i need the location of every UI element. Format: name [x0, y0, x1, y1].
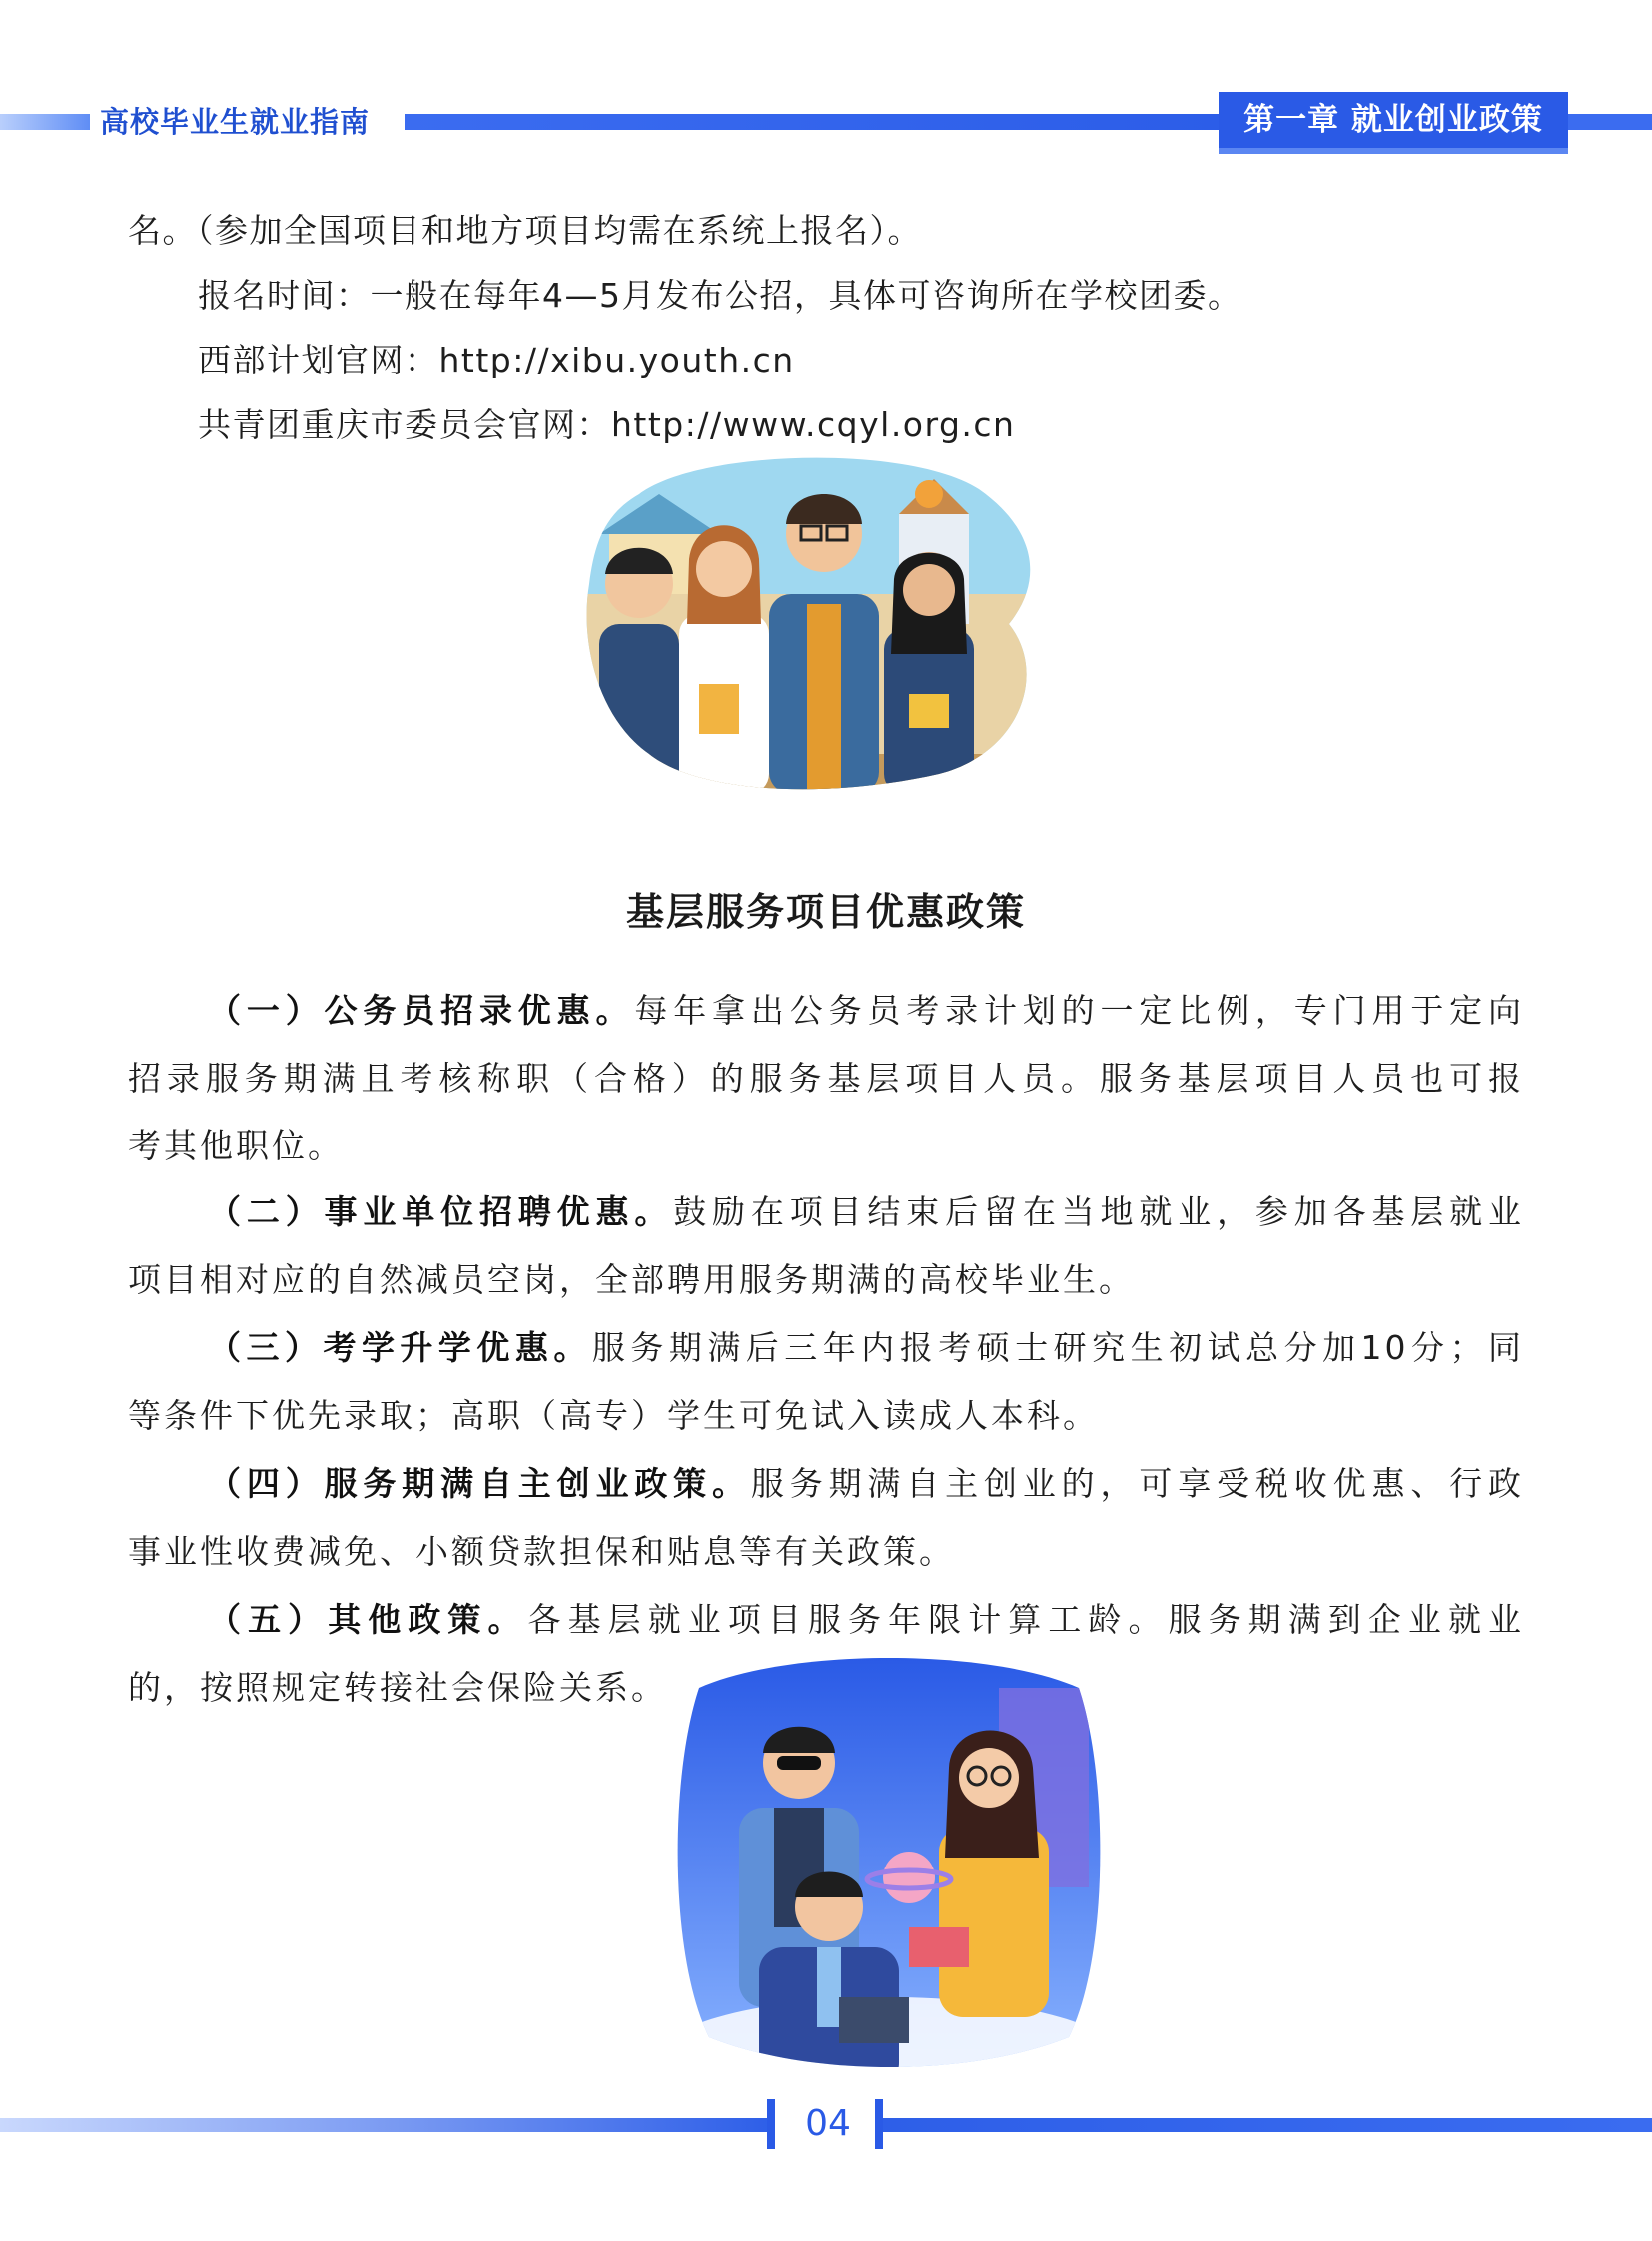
footer-accent-bar-left — [0, 2118, 769, 2132]
students-group-illustration — [579, 454, 1039, 794]
policy-5-line-2: 的，按照规定转接社会保险关系。 — [128, 1668, 667, 1707]
policy-4-text: 服务期满自主创业的，可享受税收优惠、行政 — [750, 1464, 1525, 1503]
policy-4-line-1 — [128, 1460, 1524, 1508]
intro-line-4-link[interactable]: 共青团重庆市委员会官网：http://www.cqyl.org.cn — [198, 405, 1016, 444]
header-chapter-title: 第一章 就业创业政策 — [1219, 92, 1568, 148]
policy-3-text: 服务期满后三年内报考硕士研究生初试总分加10分；同 — [591, 1328, 1525, 1367]
policy-2-text: 鼓励在项目结束后留在当地就业，参加各基层就业 — [673, 1192, 1525, 1231]
header-chapter-underline — [1219, 148, 1568, 154]
header-accent-bar-right — [1568, 114, 1652, 130]
intro-line-2: 报名时间：一般在每年4—5月发布公招，具体可咨询所在学校团委。 — [198, 276, 1242, 315]
header-guide-title: 高校毕业生就业指南 — [100, 105, 371, 139]
policy-4-label: （四）服务期满自主创业政策。 — [208, 1464, 751, 1503]
intro-line-3-link[interactable]: 西部计划官网：http://xibu.youth.cn — [198, 341, 795, 379]
policy-4-line-2: 事业性收费减免、小额贷款担保和贴息等有关政策。 — [128, 1532, 955, 1571]
policy-1-text: 每年拿出公务员考录计划的一定比例，专门用于定向 — [634, 991, 1525, 1030]
footer-accent-bar-right — [883, 2118, 1652, 2132]
policy-1-line-1 — [128, 987, 1524, 1035]
policy-1-label: （一）公务员招录优惠。 — [208, 991, 635, 1030]
policy-3-line-1 — [128, 1324, 1524, 1372]
footer-tick-right — [875, 2099, 883, 2149]
policy-1-line-3: 考其他职位。 — [128, 1126, 344, 1165]
page-number: 04 — [805, 2103, 851, 2144]
footer-tick-left — [767, 2099, 775, 2149]
header-accent-bar-left — [0, 114, 90, 130]
header-accent-bar — [405, 114, 1219, 130]
policy-3-label: （三）考学升学优惠。 — [208, 1328, 592, 1367]
policy-2-line-1 — [128, 1188, 1524, 1236]
policy-2-line-2: 项目相对应的自然减员空岗，全部聘用服务期满的高校毕业生。 — [128, 1260, 1135, 1299]
policy-1-line-2: 招录服务期满且考核称职（合格）的服务基层项目人员。服务基层项目人员也可报 — [128, 1059, 1524, 1098]
section-title: 基层服务项目优惠政策 — [625, 890, 1026, 934]
policy-3-line-2: 等条件下优先录取；高职（高专）学生可免试入读成人本科。 — [128, 1396, 1099, 1435]
policy-5-label: （五）其他政策。 — [208, 1600, 528, 1639]
policy-5-text: 各基层就业项目服务年限计算工龄。服务期满到企业就业 — [527, 1600, 1524, 1639]
professionals-group-illustration — [669, 1658, 1109, 2077]
policy-2-label: （二）事业单位招聘优惠。 — [208, 1192, 674, 1231]
policy-5-line-1 — [128, 1596, 1524, 1644]
intro-line-1: 名。（参加全国项目和地方项目均需在系统上报名）。 — [128, 211, 922, 250]
